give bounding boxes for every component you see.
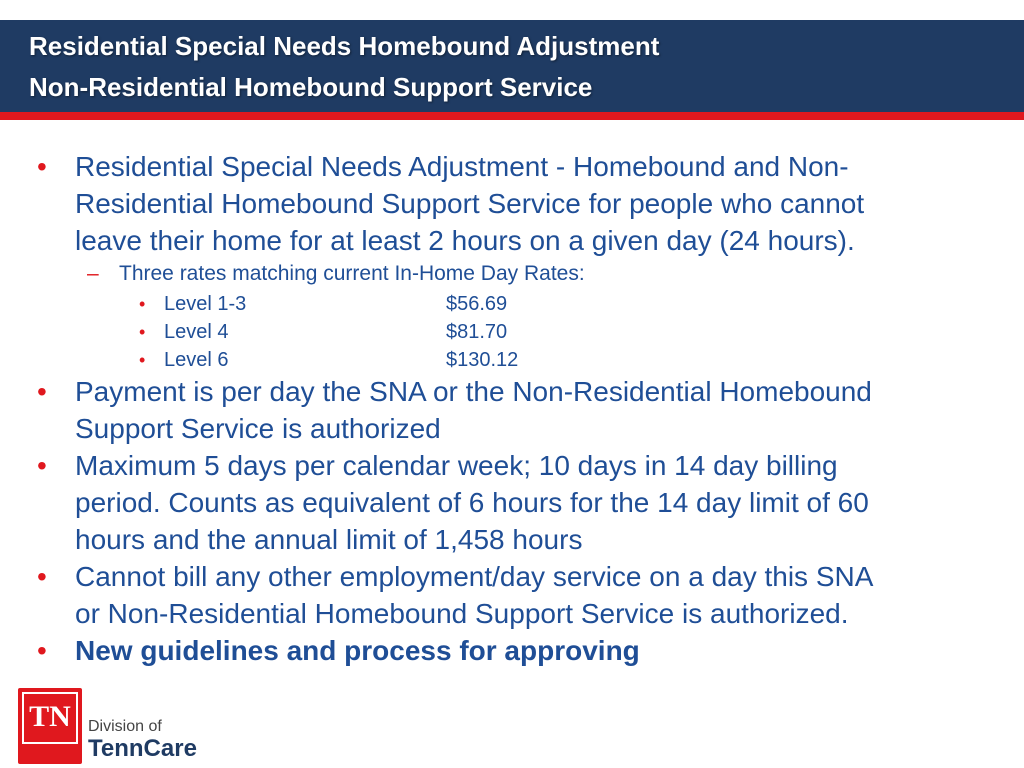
bullet-1-line-1: Residential Special Needs Adjustment - Homebound and Non- — [75, 151, 849, 182]
tn-logo-text: TN — [29, 700, 71, 733]
tn-logo-mark — [18, 688, 82, 764]
bullet-2-line-1: Payment is per day the SNA or the Non-Residential Homebound — [75, 376, 872, 407]
rate-bullet-marker: • — [139, 322, 146, 342]
slide-title-line-2: Non-Residential Homebound Support Service — [29, 72, 593, 102]
bullet-marker: • — [37, 561, 47, 592]
title-bar — [0, 20, 1024, 112]
sub-bullet-rates-heading: Three rates matching current In-Home Day Rates: — [119, 262, 585, 285]
rate-label: Level 1-3 — [164, 293, 247, 315]
slide-title-line-1: Residential Special Needs Homebound Adjustment — [29, 31, 660, 61]
logo-tenncare-text: TennCare — [88, 735, 197, 762]
bullet-marker: • — [37, 635, 47, 666]
bullet-4-line-2: or Non-Residential Homebound Support Service is authorized. — [75, 598, 849, 629]
bullet-3-line-3: hours and the annual limit of 1,458 hours — [75, 524, 583, 555]
bullet-3-line-1: Maximum 5 days per calendar week; 10 days in 14 day billing — [75, 450, 838, 481]
sub-bullet-marker: – — [87, 262, 99, 285]
bullet-2-line-2: Support Service is authorized — [75, 413, 441, 444]
bullet-1-line-3: leave their home for at least 2 hours on a given day (24 hours). — [75, 225, 855, 256]
logo-division-text: Division of — [88, 718, 162, 735]
rate-value: $130.12 — [446, 349, 519, 371]
rate-bullet-marker: • — [139, 294, 146, 314]
rate-value: $81.70 — [446, 321, 508, 343]
bullet-4-line-1: Cannot bill any other employment/day service on a day this SNA — [75, 561, 874, 592]
bullet-marker: • — [37, 450, 47, 481]
bullet-1-line-2: Residential Homebound Support Service for people who cannot — [75, 188, 865, 219]
rate-label: Level 4 — [164, 321, 229, 343]
rate-label: Level 6 — [164, 349, 229, 371]
bullet-marker: • — [37, 151, 47, 182]
tenncare-logo — [18, 688, 218, 764]
bullet-marker: • — [37, 376, 47, 407]
bullet-5-line-1: New guidelines and process for approving — [75, 635, 640, 666]
rate-bullet-marker: • — [139, 350, 146, 370]
slide-body — [0, 148, 1024, 678]
title-divider — [0, 112, 1024, 120]
bullet-3-line-2: period. Counts as equivalent of 6 hours for the 14 day limit of 60 — [75, 487, 869, 518]
rate-value: $56.69 — [446, 293, 508, 315]
